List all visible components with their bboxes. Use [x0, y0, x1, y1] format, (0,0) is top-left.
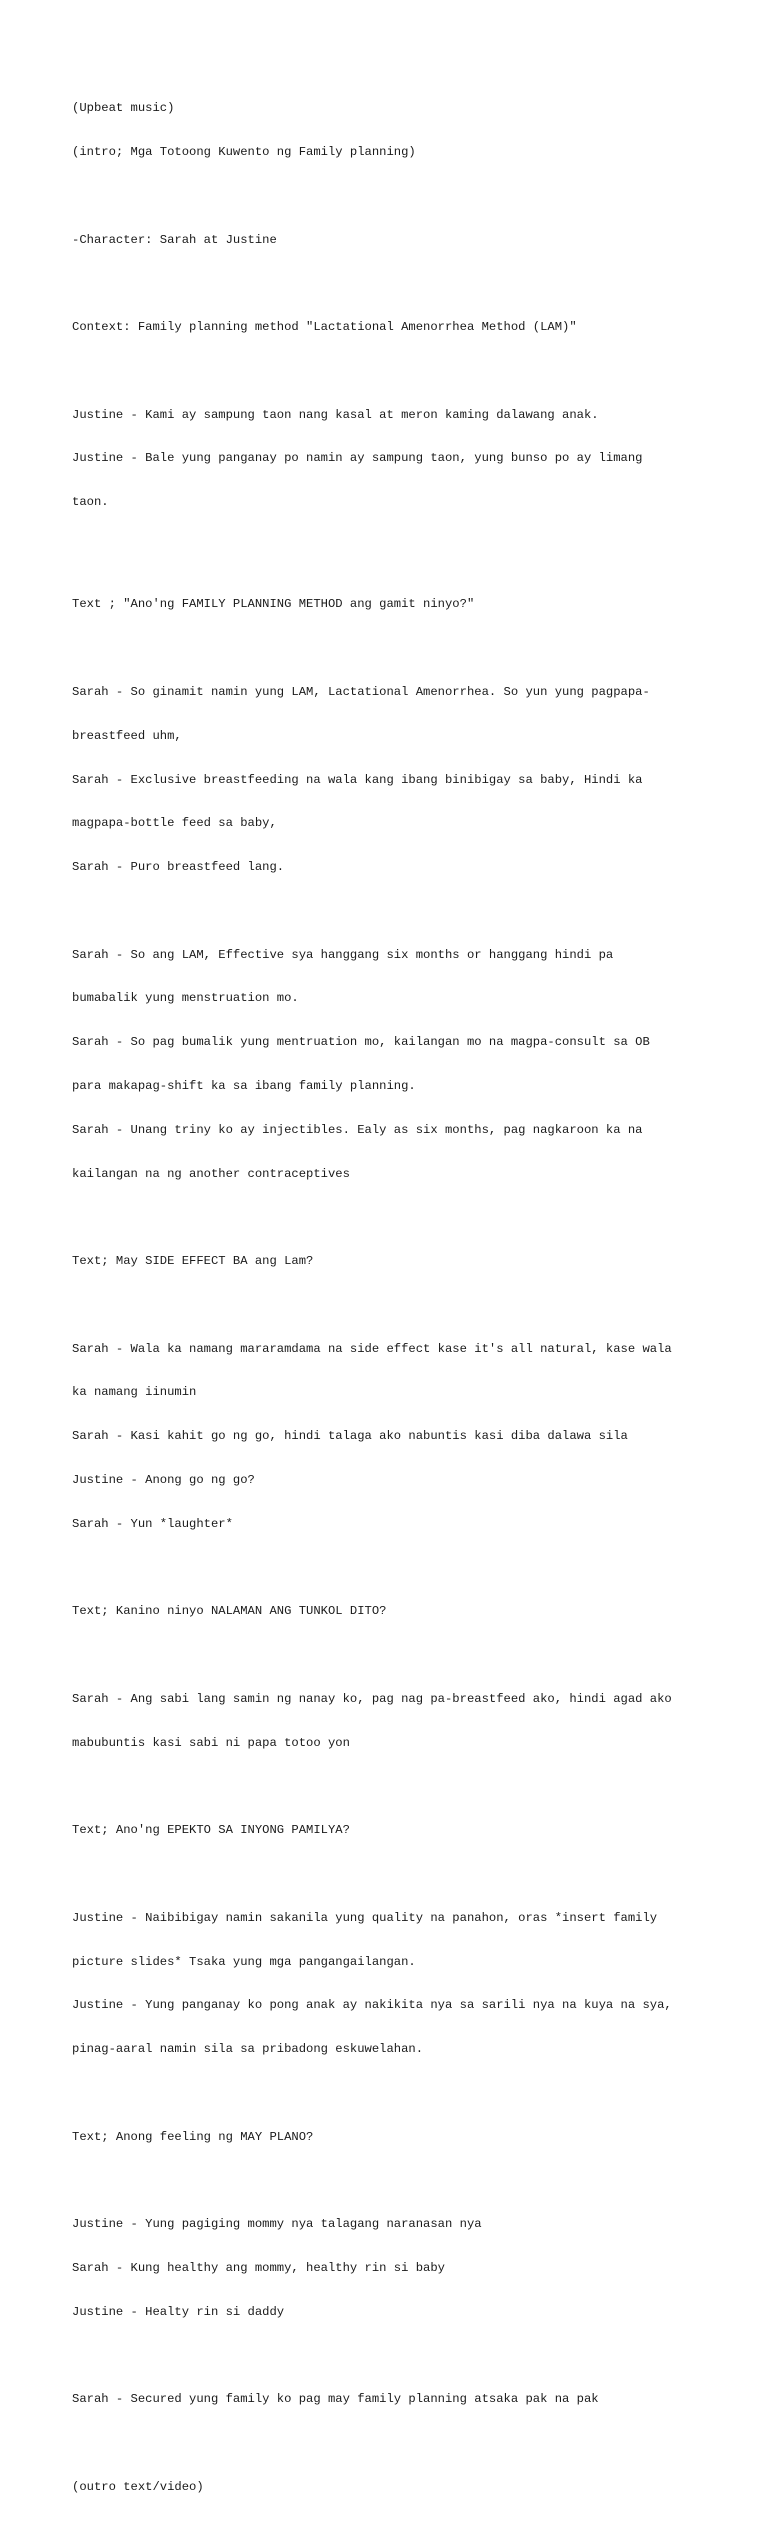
text-line: breastfeed uhm,: [72, 728, 182, 743]
text-line: Text; May SIDE EFFECT BA ang Lam?: [72, 1254, 314, 1269]
text-line: Sarah - So ang LAM, Effective sya hanggang six months or hanggang hindi pa: [72, 947, 614, 962]
text-line: Sarah - Ang sabi lang samin ng nanay ko, pag nag pa-breastfeed ako, hindi agad ako: [72, 1691, 672, 1706]
text-line: Sarah - Unang triny ko ay injectibles. Ealy as six months, pag nagkaroon ka na: [72, 1122, 643, 1137]
text-line: Sarah - Yun *laughter*: [72, 1516, 233, 1531]
text-line: bumabalik yung menstruation mo.: [72, 991, 299, 1006]
text-line: pinag-aaral namin sila sa pribadong eskuwelahan.: [72, 2042, 424, 2057]
text-line: Text; Kanino ninyo NALAMAN ANG TUNKOL DITO?: [72, 1604, 387, 1619]
text-line: Text ; "Ano'ng FAMILY PLANNING METHOD ang gamit ninyo?": [72, 597, 475, 612]
text-line: kailangan na ng another contraceptives: [72, 1166, 350, 1181]
dialogue-paragraph: [72, 1882, 702, 2086]
text-line: Sarah - Wala ka namang mararamdama na side effect kase it's all natural, kase wala: [72, 1341, 672, 1356]
text-line: Context: Family planning method "Lactational Amenorrhea Method (LAM)": [72, 320, 577, 335]
text-line: Text; Ano'ng EPEKTO SA INYONG PAMILYA?: [72, 1823, 350, 1838]
dialogue-paragraph: [72, 2363, 702, 2436]
text-line: Justine - Kami ay sampung taon nang kasal at meron kaming dalawang anak.: [72, 407, 599, 422]
text-line: Sarah - Kasi kahit go ng go, hindi talaga ako nabuntis kasi diba dalawa sila: [72, 1429, 628, 1444]
question-paragraph: [72, 568, 702, 641]
text-line: Sarah - Secured yung family ko pag may family planning atsaka pak na pak: [72, 2392, 599, 2407]
text-line: magpapa-bottle feed sa baby,: [72, 816, 277, 831]
text-line: Sarah - So ginamit namin yung LAM, Lactational Amenorrhea. So yun yung pagpapa-: [72, 684, 650, 699]
dialogue-paragraph: [72, 1312, 702, 1560]
question-paragraph: [72, 1225, 702, 1298]
dialogue-paragraph: [72, 378, 702, 539]
text-line: (outro text/video): [72, 2479, 204, 2494]
intro-paragraph: [72, 72, 702, 189]
text-line: Justine - Bale yung panganay po namin ay sampung taon, yung bunso po ay limang: [72, 451, 643, 466]
question-paragraph: [72, 1575, 702, 1648]
text-line: mabubuntis kasi sabi ni papa totoo yon: [72, 1735, 350, 1750]
text-line: ka namang iinumin: [72, 1385, 197, 1400]
dialogue-paragraph: [72, 656, 702, 904]
text-line: Justine - Naibibigay namin sakanila yung quality na panahon, oras *insert family: [72, 1910, 658, 1925]
character-paragraph: [72, 203, 702, 276]
blank-line: [72, 554, 702, 569]
text-line: Justine - Yung panganay ko pong anak ay nakikita nya sa sarili nya na kuya na sya,: [72, 1998, 672, 2013]
text-line: -Character: Sarah at Justine: [72, 232, 277, 247]
question-paragraph: [72, 2101, 702, 2174]
text-line: para makapag-shift ka sa ibang family planning.: [72, 1078, 416, 1093]
text-line: taon.: [72, 495, 109, 510]
text-line: Text; Anong feeling ng MAY PLANO?: [72, 2129, 314, 2144]
context-paragraph: [72, 291, 702, 364]
text-line: Sarah - Kung healthy ang mommy, healthy rin si baby: [72, 2261, 445, 2276]
text-line: Sarah - Exclusive breastfeeding na wala kang ibang binibigay sa baby, Hindi ka: [72, 772, 643, 787]
text-line: Justine - Anong go ng go?: [72, 1473, 255, 1487]
text-line: Sarah - So pag bumalik yung mentruation mo, kailangan mo na magpa-consult sa OB: [72, 1035, 650, 1050]
text-line: picture slides* Tsaka yung mga pangangailangan.: [72, 1954, 416, 1969]
text-line: (Upbeat music): [72, 101, 175, 116]
outro-paragraph: [72, 2451, 702, 2524]
dialogue-paragraph: [72, 918, 702, 1210]
text-line: Sarah - Puro breastfeed lang.: [72, 860, 285, 875]
dialogue-paragraph: [72, 2188, 702, 2349]
text-line: Justine - Healty rin si daddy: [72, 2304, 285, 2319]
dialogue-paragraph: [72, 1663, 702, 1780]
text-line: Justine - Yung pagiging mommy nya talagang naranasan nya: [72, 2217, 482, 2232]
text-line: (intro; Mga Totoong Kuwento ng Family planning): [72, 144, 416, 159]
question-paragraph: [72, 1794, 702, 1867]
script-document: [72, 72, 702, 2538]
